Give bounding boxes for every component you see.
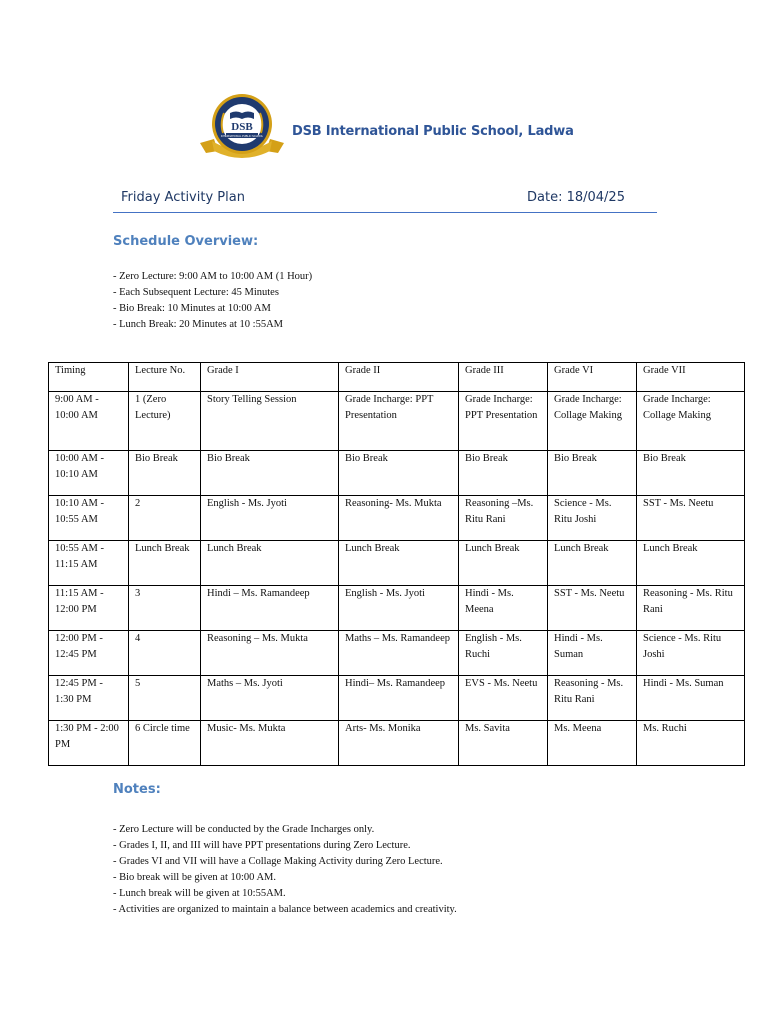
table-cell: Reasoning- Ms. Mukta (339, 496, 459, 541)
list-item: - Bio Break: 10 Minutes at 10:00 AM (113, 303, 271, 314)
table-cell: SST - Ms. Neetu (548, 586, 637, 631)
list-item: - Zero Lecture: 9:00 AM to 10:00 AM (1 Hour) (113, 271, 313, 282)
table-cell: English - Ms. Ruchi (459, 631, 548, 676)
table-cell: Hindi - Ms. Suman (637, 676, 745, 721)
table-cell: 12:45 PM - 1:30 PM (49, 676, 129, 721)
table-cell: 1:30 PM - 2:00 PM (49, 721, 129, 766)
table-cell: 10:10 AM - 10:55 AM (49, 496, 129, 541)
table-cell: 9:00 AM - 10:00 AM (49, 392, 129, 451)
table-header-row (49, 363, 745, 392)
column-header: Grade I (201, 363, 339, 392)
school-name: DSB International Public School, Ladwa (292, 124, 574, 139)
table-cell: Lunch Break (548, 541, 637, 586)
list-item: - Each Subsequent Lecture: 45 Minutes (113, 287, 279, 298)
school-logo (196, 93, 288, 161)
table-cell: 6 Circle time (129, 721, 201, 766)
list-item: - Bio break will be given at 10:00 AM. (113, 872, 277, 883)
table-cell: Hindi– Ms. Ramandeep (339, 676, 459, 721)
table-cell: Bio Break (637, 451, 745, 496)
column-header: Grade VI (548, 363, 637, 392)
table-cell: Lunch Break (637, 541, 745, 586)
table-cell: Science - Ms. Ritu Joshi (637, 631, 745, 676)
table-cell: Maths – Ms. Ramandeep (339, 631, 459, 676)
plan-title: Friday Activity Plan (121, 190, 245, 205)
column-header: Grade III (459, 363, 548, 392)
table-row (49, 721, 745, 766)
table-cell: Lunch Break (129, 541, 201, 586)
table-row (49, 451, 745, 496)
table-row (49, 541, 745, 586)
table-row (49, 496, 745, 541)
table-cell: Hindi – Ms. Ramandeep (201, 586, 339, 631)
table-cell: 3 (129, 586, 201, 631)
table-cell: Grade Incharge: PPT Presentation (339, 392, 459, 451)
table-cell: Bio Break (339, 451, 459, 496)
column-header: Grade VII (637, 363, 745, 392)
table-cell: Reasoning - Ms. Ritu Rani (637, 586, 745, 631)
schedule-overview-list (113, 269, 312, 333)
schedule-table (48, 362, 745, 766)
table-cell: Lunch Break (201, 541, 339, 586)
table-cell: Ms. Savita (459, 721, 548, 766)
list-item: - Activities are organized to maintain a balance between academics and creativity. (113, 904, 457, 915)
column-header: Timing (49, 363, 129, 392)
table-cell: SST - Ms. Neetu (637, 496, 745, 541)
table-cell: 5 (129, 676, 201, 721)
table-cell: Bio Break (459, 451, 548, 496)
table-cell: English - Ms. Jyoti (201, 496, 339, 541)
column-header: Lecture No. (129, 363, 201, 392)
schedule-overview-heading: Schedule Overview: (113, 234, 259, 249)
table-cell: Ms. Meena (548, 721, 637, 766)
table-cell: 12:00 PM - 12:45 PM (49, 631, 129, 676)
table-cell: Reasoning –Ms. Ritu Rani (459, 496, 548, 541)
table-cell: 1 (Zero Lecture) (129, 392, 201, 451)
table-row (49, 392, 745, 451)
table-cell: 10:00 AM - 10:10 AM (49, 451, 129, 496)
table-row (49, 631, 745, 676)
table-cell: Arts- Ms. Monika (339, 721, 459, 766)
table-cell: Grade Incharge: PPT Presentation (459, 392, 548, 451)
table-cell: 11:15 AM - 12:00 PM (49, 586, 129, 631)
table-cell: 10:55 AM - 11:15 AM (49, 541, 129, 586)
table-cell: Story Telling Session (201, 392, 339, 451)
notes-list (113, 822, 457, 918)
list-item: - Grades VI and VII will have a Collage Making Activity during Zero Lecture. (113, 856, 443, 867)
table-cell: Lunch Break (459, 541, 548, 586)
table-cell: 4 (129, 631, 201, 676)
logo-subtext: INTERNATIONAL PUBLIC SCHOOL (220, 135, 264, 138)
table-cell: Bio Break (201, 451, 339, 496)
table-cell: Bio Break (129, 451, 201, 496)
table-cell: Bio Break (548, 451, 637, 496)
table-cell: Science - Ms. Ritu Joshi (548, 496, 637, 541)
table-cell: Reasoning – Ms. Mukta (201, 631, 339, 676)
table-cell: Hindi - Ms. Suman (548, 631, 637, 676)
table-cell: English - Ms. Jyoti (339, 586, 459, 631)
table-cell: Lunch Break (339, 541, 459, 586)
table-cell: EVS - Ms. Neetu (459, 676, 548, 721)
list-item: - Zero Lecture will be conducted by the Grade Incharges only. (113, 824, 375, 835)
table-row (49, 676, 745, 721)
column-header: Grade II (339, 363, 459, 392)
notes-heading: Notes: (113, 782, 161, 797)
table-cell: Grade Incharge: Collage Making (637, 392, 745, 451)
table-cell: Music- Ms. Mukta (201, 721, 339, 766)
table-cell: Ms. Ruchi (637, 721, 745, 766)
table-cell: 2 (129, 496, 201, 541)
table-cell: Maths – Ms. Jyoti (201, 676, 339, 721)
table-cell: Reasoning - Ms. Ritu Rani (548, 676, 637, 721)
table-cell: Grade Incharge: Collage Making (548, 392, 637, 451)
header-divider (113, 212, 657, 213)
table-cell: Hindi - Ms. Meena (459, 586, 548, 631)
table-row (49, 586, 745, 631)
list-item: - Grades I, II, and III will have PPT presentations during Zero Lecture. (113, 840, 411, 851)
list-item: - Lunch Break: 20 Minutes at 10 :55AM (113, 319, 284, 330)
logo-text: DSB (231, 121, 253, 133)
plan-date: Date: 18/04/25 (527, 190, 625, 205)
list-item: - Lunch break will be given at 10:55AM. (113, 888, 286, 899)
